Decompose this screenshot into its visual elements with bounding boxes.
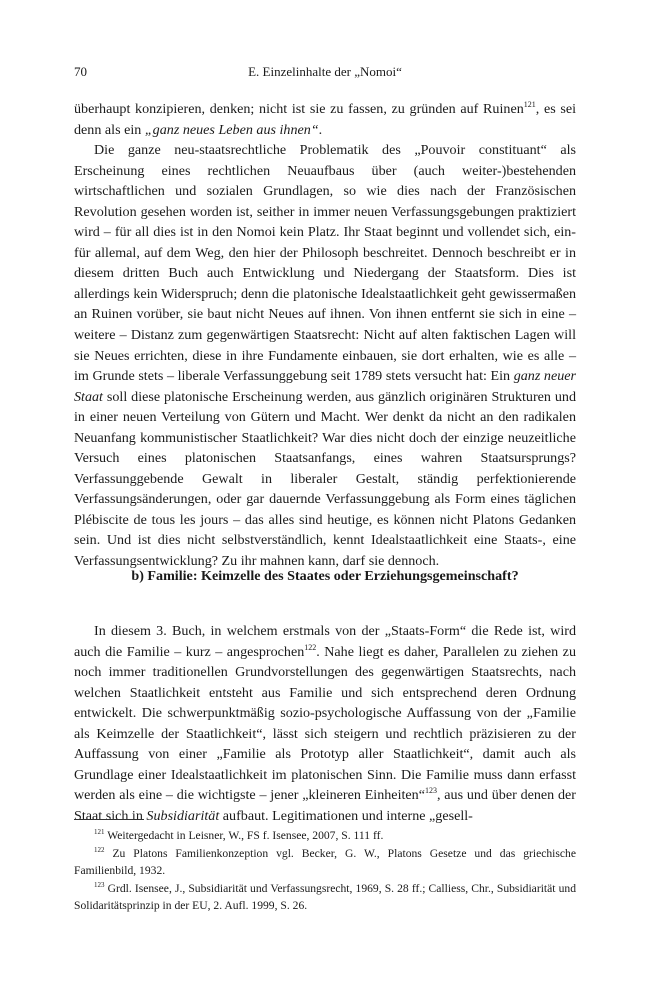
footnote-text: Grdl. Isensee, J., Subsidiarität und Verfassungsrecht, 1969, S. 28 ff.; Calliess, Chr., Subsidiarität und Solidaritätsprinzip in der EU, 2. Aufl. 1999, S. 26. — [74, 882, 576, 912]
footnote-122 — [74, 846, 576, 879]
emphasis-text: Subsidiarität — [146, 808, 220, 825]
footnote-ref-121: 121 — [523, 100, 536, 109]
paragraph-1: überhaupt konzipieren, denken; nicht ist sie zu fassen, zu gründen auf Ruinen$^{121}$, es sei denn als ein „ganz neues Leben aus ihnen“. — [74, 100, 577, 138]
footnote-text: Weitergedacht in Leisner, W., FS f. Isensee, 2007, S. 111 ff. — [107, 829, 384, 842]
footnotes — [74, 828, 576, 916]
main-text — [74, 99, 576, 572]
main-text-continued — [74, 607, 576, 841]
footnote-number: 123 — [94, 881, 105, 890]
footnote-ref-123: 123 — [424, 786, 437, 796]
running-title: E. Einzelinhalte der „Nomoi“ — [248, 64, 402, 79]
footnote-number: 121 — [94, 828, 105, 836]
footnote-123 — [74, 881, 576, 914]
emphasis-text: ganz neuer Staat — [74, 368, 576, 405]
page-header — [74, 64, 576, 84]
footnote-text: Zu Platons Familienkonzeption vgl. Becker, G. W., Platons Gesetze und das griechische Familienbild, 1932. — [74, 847, 576, 877]
section-heading: b) Familie: Keimzelle des Staates oder Erziehungsgemeinschaft? — [131, 568, 519, 584]
footnote-121 — [74, 828, 576, 844]
paragraph-2: Die ganze neu-staatsrechtliche Problematik des „Pouvoir constituant“ als Erscheinung eines rechtlichen Neuaufbaus über (auch weiter-)bestehenden wirtschaftlichen und sozialen Grundlagen, so wie dies nach der Französischen Revolution gesehen worden ist, seither in immer neuen Verfassungsgebungen praktiziert wird – für all dies ist in den Nomoi kein Platz. Ihr Staat beginnt und vollendet sich, ein- für allemal, auf dem Weg, den hier der Philosoph beschreitet. Dennoch beschreibt er in diesem dritten Buch auch Entwicklung und Niedergang der Staatsform. Dies ist allerdings kein Widerspruch; denn die platonische Idealstaatlichkeit geht gewissermaßen an Ruinen vorüber, sie baut nicht Neues auf ihnen. Von ihnen entfernt sie sich in eine – weitere – Distanz zum gegenwärtigen Staatsrecht: Nicht auf alten faktischen Lagen will sie Neues errichten, diese in ihre Fundamente einbauen, sie dort erhalten, wie es alle – im Grunde stets – liberale Verfassunggebung seit 1789 stets versucht hat: Ein ganz neuer Staat soll diese platonische Erscheinung werden, aus gänzlich originären Strukturen und in einer neuen Verteilung von Gütern und Macht. Wer denkt da nicht an den radikalen Neuanfang kommunistischer Staatlichkeit? War dies nicht doch der einzige neuzeitliche Versuch eines platonischen Staatsanfangs, eines wahren Staatsursprungs? Verfassunggebende Gewalt in liberaler Gestalt, ständig perfektionierende Verfassungsänderungen, oder gar dauernde Verfassunggebung als Form eines täglichen Plébiscite de tous les jours – das alles sind heutige, es können nicht Platons Gedanken sein. Und ist dies nicht selbstverständlich, kennt Idealstaatlichkeit eine Staats-, eine Verfassungsentwicklung? Zu ihr mahnen kann, darf sie dennoch. — [74, 142, 576, 570]
footnote-ref-122: 122 — [304, 642, 317, 652]
footnote-number: 122 — [94, 846, 105, 855]
paragraph-3: In diesem 3. Buch, in welchem erstmals von der „Staats-Form“ die Rede ist, wird auch die Familie – kurz – angesprochen$^{122}$. Nahe liegt es daher, Parallelen zu ziehen zu noch immer traditionellen Grundvorstellungen des gegenwärtigen Staatsrechts, nach welchen Staatlichkeit entsteht aus Familie und sich entsprechend deren Ordnung entwickelt. Die schwerpunktmäßig sozio-psychologische Auffassung von der „Familie als Keimzelle der Staatlichkeit“, lässt sich steigern und rechtlich präzisieren zu der Auffassung von einer „Familie als Prototyp aller Staatlichkeit“, damit auch als Grundlage einer Idealstaatlichkeit im platonischen Sinn. Die Familie muss dann erfasst werden als eine – die wichtigste – jener „kleineren Einheiten“$^{123}$, aus und über denen der Staat sich in Subsidiarität aufbaut. Legitimationen und interne „gesell- — [74, 623, 576, 825]
emphasis-text: „ganz neues Leben aus ihnen“ — [144, 121, 319, 138]
footnote-separator — [74, 819, 144, 820]
page-number: 70 — [74, 64, 87, 79]
